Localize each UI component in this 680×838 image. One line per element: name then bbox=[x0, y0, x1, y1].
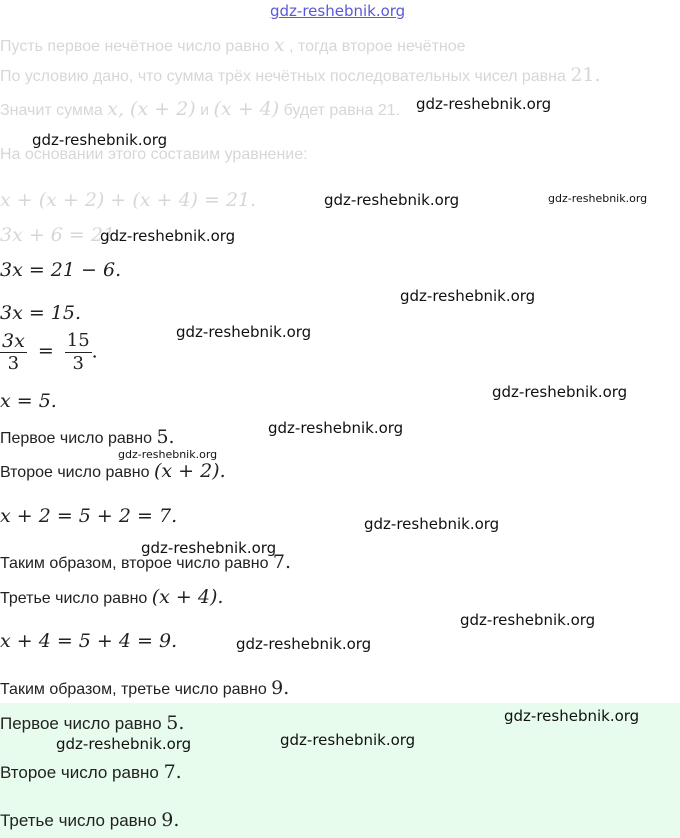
watermark: gdz-reshebnik.org bbox=[548, 192, 648, 205]
second-conclusion-text: Таким образом, второе число равно bbox=[0, 555, 273, 572]
watermark-header: gdz-reshebnik.org bbox=[270, 2, 406, 20]
answer-second-text: Второе число равно bbox=[0, 763, 164, 782]
watermark: gdz-reshebnik.org bbox=[460, 611, 596, 629]
intro-line-1-text: Пусть первое нечётное число равно bbox=[0, 38, 274, 55]
fraction-end: . bbox=[91, 340, 98, 363]
answer-third-text: Третье число равно bbox=[0, 811, 162, 830]
answer-first-value: 5. bbox=[166, 712, 185, 734]
watermark: gdz-reshebnik.org bbox=[504, 707, 640, 725]
second-number-expr: (x + 2). bbox=[153, 460, 226, 482]
watermark: gdz-reshebnik.org bbox=[176, 323, 312, 341]
watermark: gdz-reshebnik.org bbox=[492, 383, 628, 401]
watermark: gdz-reshebnik.org bbox=[100, 227, 236, 245]
third-number-text: Третье число равно bbox=[0, 590, 152, 607]
intro-line-3-expr: x, (x + 2) bbox=[107, 98, 196, 120]
equation-7: x + 4 = 5 + 4 = 9. bbox=[0, 630, 178, 652]
equation-6: x + 2 = 5 + 2 = 7. bbox=[0, 505, 178, 527]
fraction-right-denominator: 3 bbox=[72, 353, 84, 374]
intro-line-1-rest: , тогда второе нечётное bbox=[284, 38, 466, 55]
second-number-text: Второе число равно bbox=[0, 464, 154, 481]
watermark: gdz-reshebnik.org bbox=[141, 539, 277, 557]
fraction-left-numerator: 3x bbox=[2, 330, 25, 352]
answer-first-text: Первое число равно bbox=[0, 714, 167, 733]
watermark: gdz-reshebnik.org bbox=[268, 419, 404, 437]
watermark: gdz-reshebnik.org bbox=[56, 735, 192, 753]
watermark: gdz-reshebnik.org bbox=[32, 131, 168, 149]
third-number-line bbox=[0, 586, 223, 608]
intro-line-1 bbox=[0, 34, 466, 56]
watermark: gdz-reshebnik.org bbox=[364, 515, 500, 533]
equation-4: 3x = 15. bbox=[0, 302, 82, 324]
first-number-text: Первое число равно bbox=[0, 430, 157, 447]
watermark: gdz-reshebnik.org bbox=[324, 191, 460, 209]
intro-line-3-end: будет равна 21. bbox=[279, 102, 401, 119]
equation-1: x + (x + 2) + (x + 4) = 21. bbox=[0, 189, 257, 211]
second-conclusion-value: 7. bbox=[272, 551, 292, 573]
third-number-expr: (x + 4). bbox=[151, 586, 224, 608]
equation-3: 3x = 21 − 6. bbox=[0, 259, 122, 281]
first-number-value: 5. bbox=[156, 426, 175, 448]
second-number-line bbox=[0, 460, 226, 482]
fraction-right-numerator: 15 bbox=[66, 330, 90, 351]
fraction-left bbox=[0, 330, 27, 375]
answer-third-value: 9. bbox=[161, 809, 180, 831]
watermark: gdz-reshebnik.org bbox=[400, 287, 536, 305]
first-number-line bbox=[0, 426, 175, 448]
fraction-equals: = bbox=[37, 340, 54, 363]
intro-line-2-num: 21. bbox=[570, 64, 601, 86]
third-conclusion-text: Таким образом, третье число равно bbox=[0, 681, 272, 698]
intro-line-3-expr2: (x + 4) bbox=[213, 98, 280, 120]
intro-line-2-text: По условию дано, что сумма трёх нечётных последовательных чисел равна bbox=[0, 68, 571, 85]
answer-second-value: 7. bbox=[163, 761, 182, 783]
watermark: gdz-reshebnik.org bbox=[416, 95, 552, 113]
third-conclusion-line bbox=[0, 677, 289, 699]
watermark: gdz-reshebnik.org bbox=[236, 635, 372, 653]
equation-5: x = 5. bbox=[0, 390, 57, 412]
intro-line-4-text: На основании этого составим уравнение: bbox=[0, 146, 308, 163]
intro-line-3-mid: и bbox=[195, 102, 214, 119]
intro-line-2 bbox=[0, 64, 601, 86]
equation-2: 3x + 6 = 21. bbox=[0, 224, 122, 246]
fraction-equation bbox=[0, 330, 98, 375]
answer-first-line bbox=[0, 712, 184, 734]
third-conclusion-value: 9. bbox=[271, 677, 290, 699]
variable-x: x bbox=[273, 34, 285, 56]
fraction-right bbox=[65, 330, 92, 375]
answer-third-line bbox=[0, 809, 179, 831]
intro-line-3-text: Значит сумма bbox=[0, 102, 108, 119]
watermark: gdz-reshebnik.org bbox=[118, 448, 218, 461]
intro-line-3 bbox=[0, 98, 400, 120]
fraction-left-denominator: 3 bbox=[7, 353, 20, 374]
answer-second-line bbox=[0, 761, 182, 783]
watermark: gdz-reshebnik.org bbox=[280, 731, 416, 749]
